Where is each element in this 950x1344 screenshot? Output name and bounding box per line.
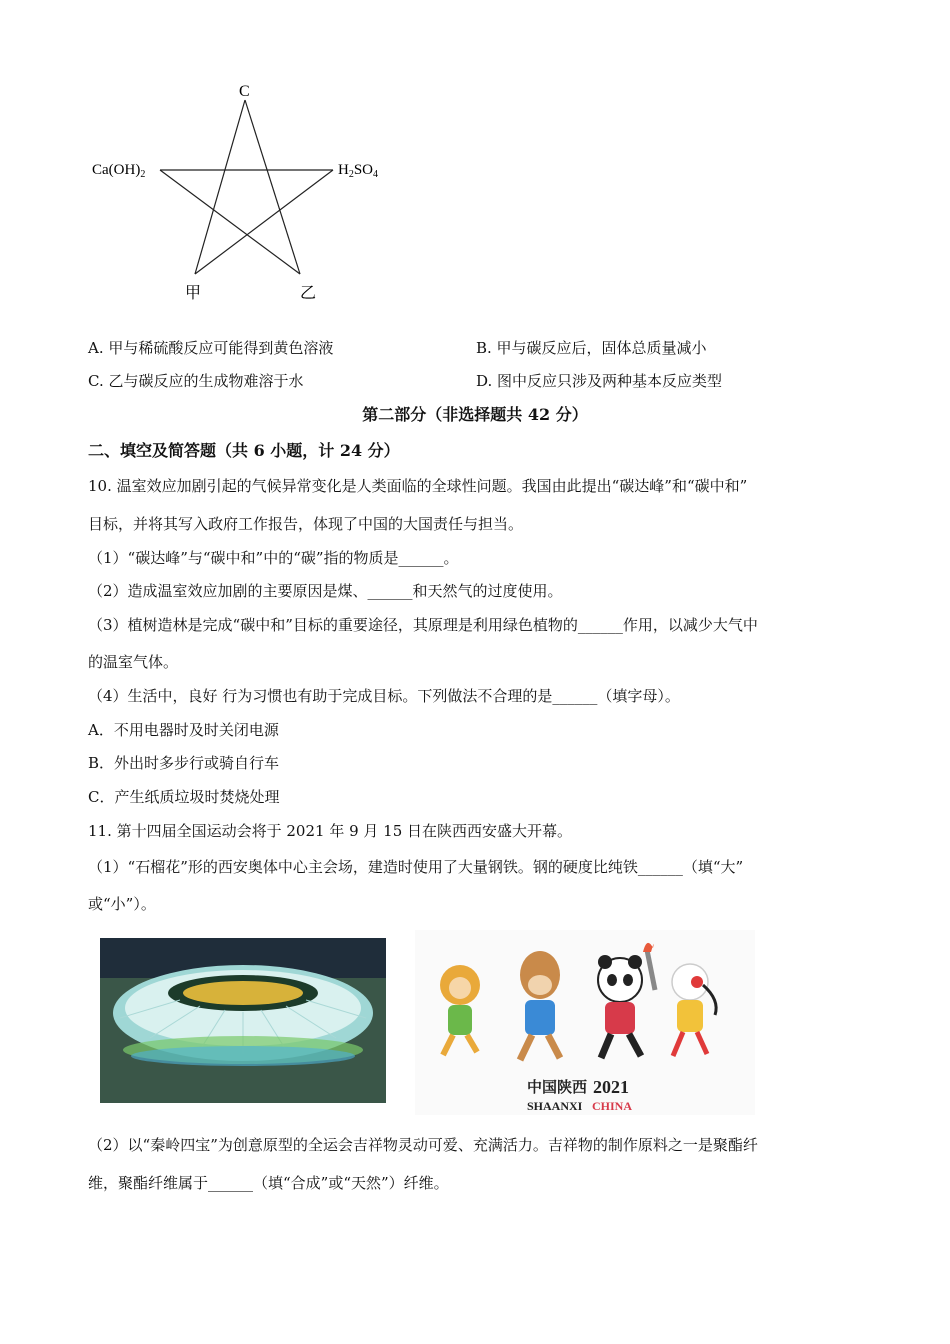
q9-option-c: C. 乙与碳反应的生成物难溶于水	[88, 372, 304, 390]
q9-option-a: A. 甲与稀硫酸反应可能得到黄色溶液	[88, 339, 334, 357]
q10-choice-a: A．不用电器时及时关闭电源	[88, 721, 279, 739]
q10-part3-line1: （3）植树造林是完成“碳中和”目标的重要途径，其原理是利用绿色植物的______作用，以减少大气中	[88, 616, 758, 634]
q9-option-d: D. 图中反应只涉及两种基本反应类型	[476, 372, 723, 390]
q11-part1-line2: 或“小”）。	[88, 895, 156, 913]
node-ca-oh-2: $Ca(OH)_2$	[92, 162, 146, 180]
node-h2so4: $H_2SO_4$	[338, 162, 379, 180]
q10-part3-line2: 的温室气体。	[88, 653, 179, 671]
q10-choice-c: C．产生纸质垃圾时焚烧处理	[88, 788, 280, 806]
node-yi: 乙	[300, 285, 317, 302]
star-edge	[245, 100, 300, 274]
mascot-monkey	[440, 965, 480, 1055]
q9-option-b: B. 甲与碳反应后，固体总质量减小	[476, 339, 707, 357]
logo-cn: 中国陕西	[527, 1080, 588, 1096]
stadium-illustration	[100, 938, 386, 1103]
q10-part2: （2）造成温室效应加剧的主要原因是煤、______和天然气的过度使用。	[88, 582, 563, 600]
q10-stem-line1: 10. 温室效应加剧引起的气候异常变化是人类面临的全球性问题。我国由此提出“碳达峰”和“碳中和”	[88, 477, 748, 495]
mascot-image	[415, 930, 755, 1115]
logo-en-china: CHINA	[592, 1099, 633, 1113]
mascot-panda	[598, 955, 642, 1058]
node-jia: 甲	[185, 285, 202, 302]
q10-part4: （4）生活中，良好 行为习惯也有助于完成目标。下列做法不合理的是______（填字母）。	[88, 687, 680, 705]
q11-part2-line2: 维，聚酯纤维属于______（填“合成”或“天然”）纤维。	[88, 1174, 449, 1192]
q11-part1-line1: （1）“石榴花”形的西安奥体中心主会场，建造时使用了大量钢铁。钢的硬度比纯铁______（填“大”	[88, 858, 744, 876]
section-two-title: 二、填空及简答题（共 6 小题，计 24 分）	[88, 441, 400, 460]
q10-stem-line2: 目标，并将其写入政府工作报告，体现了中国的大国责任与担当。	[88, 515, 524, 533]
q10-part1: （1）“碳达峰”与“碳中和”中的“碳”指的物质是______。	[88, 549, 459, 567]
stadium-photo	[100, 938, 386, 1103]
mascot-takin	[520, 951, 560, 1060]
star-edge	[195, 170, 333, 274]
part-two-title: 第二部分（非选择题共 42 分）	[362, 405, 588, 424]
star-edge	[195, 100, 245, 274]
mascot-ibis	[643, 943, 716, 1056]
reaction-star-diagram	[80, 78, 410, 308]
q11-stem: 11. 第十四届全国运动会将于 2021 年 9 月 15 日在陕西西安盛大开幕。	[88, 822, 573, 840]
logo-en-shaanxi: SHAANXI	[527, 1099, 583, 1113]
logo-year: 2021	[593, 1077, 629, 1097]
node-c: C	[239, 83, 250, 100]
star-edge	[160, 170, 300, 274]
mascot-illustration	[415, 930, 755, 1115]
q10-choice-b: B．外出时多步行或骑自行车	[88, 754, 280, 772]
q11-part2-line1: （2）以“秦岭四宝”为创意原型的全运会吉祥物灵动可爱、充满活力。吉祥物的制作原料之一是聚酯纤	[88, 1136, 758, 1154]
